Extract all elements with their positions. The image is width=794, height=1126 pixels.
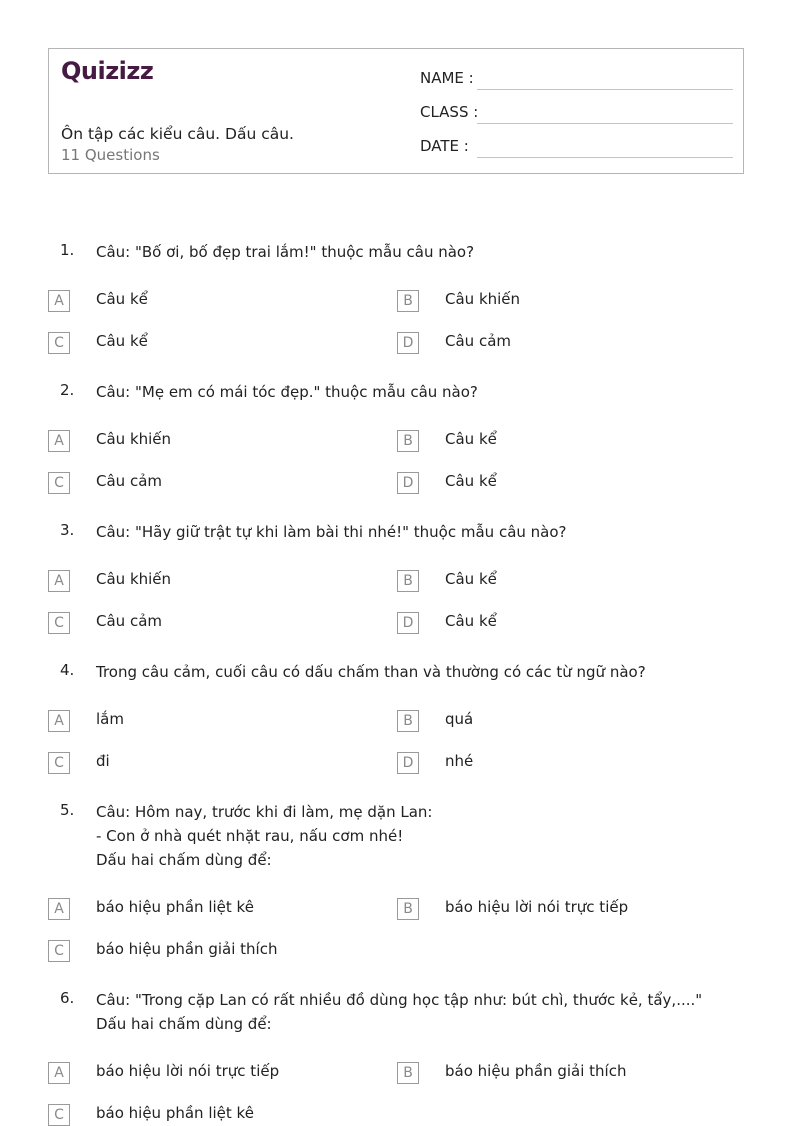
option-c-text: báo hiệu phần liệt kê (96, 1104, 254, 1122)
question-text (96, 520, 736, 544)
option-c-text: đi (96, 752, 110, 770)
option-c-text: Câu kể (96, 332, 148, 350)
option-a-box[interactable]: A (48, 898, 70, 920)
question-number: 3. (60, 521, 75, 539)
date-field[interactable] (420, 137, 733, 161)
question-number: 2. (60, 381, 75, 399)
option-c-box[interactable]: C (48, 940, 70, 962)
question-line: Câu: "Bố ơi, bố đẹp trai lắm!" thuộc mẫu câu nào? (96, 243, 475, 261)
question-line: Câu: "Trong cặp Lan có rất nhiều đồ dùng học tập như: bút chì, thước kẻ, tẩy,...." (96, 991, 703, 1009)
option-a-text: Câu khiến (96, 570, 172, 588)
question-line: Câu: "Mẹ em có mái tóc đẹp." thuộc mẫu câu nào? (96, 383, 478, 401)
question-number: 5. (60, 801, 75, 819)
option-b-text: Câu khiến (445, 290, 521, 308)
option-c-text: Câu cảm (96, 612, 162, 630)
option-c-box[interactable]: C (48, 612, 70, 634)
option-c-text: Câu cảm (96, 472, 162, 490)
question-number: 1. (60, 241, 75, 259)
name-field[interactable] (420, 69, 733, 93)
option-d-box[interactable]: D (397, 332, 419, 354)
question-count: 11 Questions (61, 146, 160, 164)
worksheet-header (48, 48, 744, 174)
option-c-box[interactable]: C (48, 472, 70, 494)
option-a-box[interactable]: A (48, 570, 70, 592)
option-b-box[interactable]: B (397, 430, 419, 452)
name-label: NAME : (420, 69, 474, 87)
worksheet-title: Ôn tập các kiểu câu. Dấu câu. (61, 125, 294, 143)
date-line[interactable] (477, 157, 733, 158)
question-line: Dấu hai chấm dùng để: (96, 851, 272, 869)
name-line[interactable] (477, 89, 733, 90)
question-text (96, 988, 736, 1036)
date-label: DATE : (420, 137, 469, 155)
question-line: Câu: "Hãy giữ trật tự khi làm bài thi nhé!" thuộc mẫu câu nào? (96, 523, 567, 541)
question-line: Dấu hai chấm dùng để: (96, 1015, 272, 1033)
option-b-text: Câu kể (445, 570, 497, 588)
option-d-text: Câu kể (445, 612, 497, 630)
question-number: 6. (60, 989, 75, 1007)
option-c-box[interactable]: C (48, 1104, 70, 1126)
option-c-box[interactable]: C (48, 332, 70, 354)
option-d-text: nhé (445, 752, 474, 770)
question-line: Câu: Hôm nay, trước khi đi làm, mẹ dặn Lan: (96, 803, 433, 821)
option-a-box[interactable]: A (48, 1062, 70, 1084)
option-a-box[interactable]: A (48, 430, 70, 452)
question-line: - Con ở nhà quét nhặt rau, nấu cơm nhé! (96, 827, 404, 845)
question-number: 4. (60, 661, 75, 679)
option-b-text: Câu kể (445, 430, 497, 448)
option-a-text: Câu kể (96, 290, 148, 308)
option-a-text: báo hiệu phần liệt kê (96, 898, 254, 916)
question-text (96, 240, 736, 264)
option-b-text: quá (445, 710, 474, 728)
question-line: Trong câu cảm, cuối câu có dấu chấm than và thường có các từ ngữ nào? (96, 663, 646, 681)
option-b-box[interactable]: B (397, 898, 419, 920)
option-d-box[interactable]: D (397, 752, 419, 774)
option-a-text: Câu khiến (96, 430, 172, 448)
option-c-text: báo hiệu phần giải thích (96, 940, 278, 958)
option-b-box[interactable]: B (397, 570, 419, 592)
option-b-box[interactable]: B (397, 1062, 419, 1084)
option-b-text: báo hiệu phần giải thích (445, 1062, 627, 1080)
quizizz-logo: Quizizz (61, 57, 154, 85)
option-d-text: Câu kể (445, 472, 497, 490)
class-line[interactable] (477, 123, 733, 124)
option-d-text: Câu cảm (445, 332, 511, 350)
option-a-box[interactable]: A (48, 710, 70, 732)
question-text (96, 660, 736, 684)
option-a-text: lắm (96, 710, 124, 728)
option-a-text: báo hiệu lời nói trực tiếp (96, 1062, 280, 1080)
option-b-text: báo hiệu lời nói trực tiếp (445, 898, 629, 916)
question-text (96, 380, 736, 404)
option-c-box[interactable]: C (48, 752, 70, 774)
class-field[interactable] (420, 103, 733, 127)
option-b-box[interactable]: B (397, 710, 419, 732)
option-d-box[interactable]: D (397, 472, 419, 494)
option-a-box[interactable]: A (48, 290, 70, 312)
question-text (96, 800, 736, 872)
option-d-box[interactable]: D (397, 612, 419, 634)
class-label: CLASS : (420, 103, 479, 121)
option-b-box[interactable]: B (397, 290, 419, 312)
